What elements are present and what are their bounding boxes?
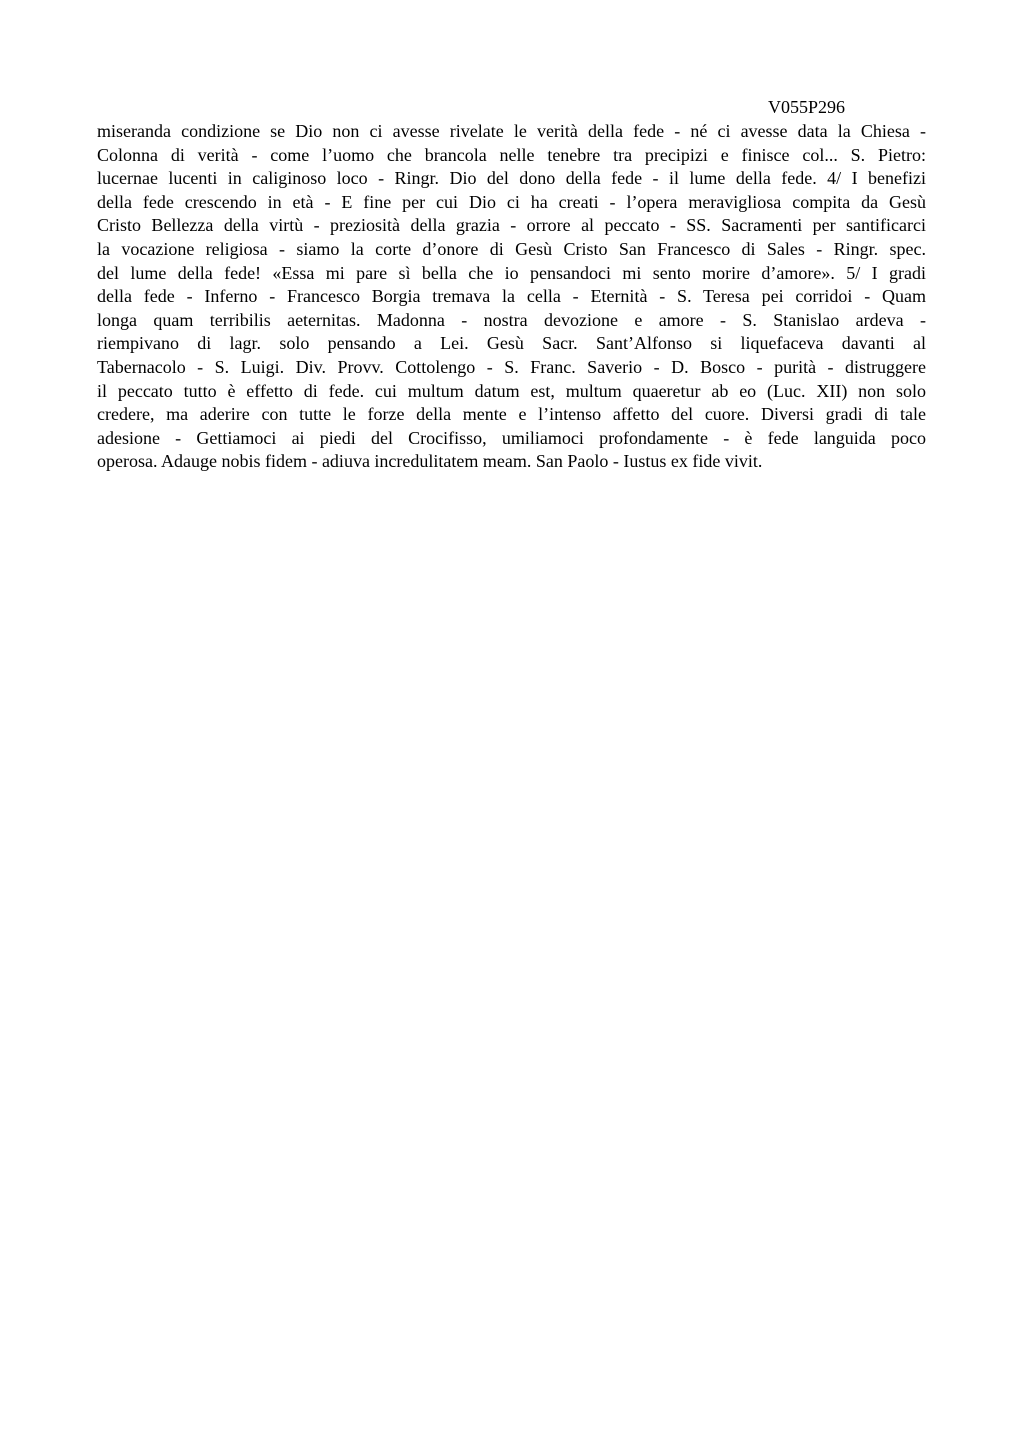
text-line: adesione - Gettiamoci ai piedi del Crocifisso, umiliamoci profondamente - è fede languida poco [97,427,926,448]
text-line: della fede - Inferno - Francesco Borgia tremava la cella - Eternità - S. Teresa pei corridoi - Quam [97,286,926,307]
text-line: la vocazione religiosa - siamo la corte d’onore di Gesù Cristo San Francesco di Sales - Ringr. spec. [97,238,926,259]
text-line: della fede crescendo in età - E fine per cui Dio ci ha creati - l’opera meravigliosa compita da Gesù [97,191,926,212]
text-line: lucernae lucenti in caliginoso loco - Ringr. Dio del dono della fede - il lume della fede. 4/ I benefizi [97,168,926,189]
text-line: Tabernacolo - S. Luigi. Div. Provv. Cottolengo - S. Franc. Saverio - D. Bosco - purità - distruggere [97,356,926,377]
text-line: miseranda condizione se Dio non ci avesse rivelate le verità della fede - né ci avesse data la Chiesa - [97,121,926,141]
body-paragraph [97,120,926,474]
text-line: del lume della fede! «Essa mi pare sì bella che io pensandoci mi sento morire d’amore». 5/ I gradi [97,262,926,283]
text-line: longa quam terribilis aeternitas. Madonna - nostra devozione e amore - S. Stanislao ardeva - [97,309,926,330]
page-identifier: V055P296 [768,97,846,117]
text-line: Colonna di verità - come l’uomo che brancola nelle tenebre tra precipizi e finisce col... S. Pietro: [97,144,926,165]
text-line: riempivano di lagr. solo pensando a Lei. Gesù Sacr. Sant’Alfonso si liquefaceva davanti al [97,333,926,354]
text-line: Cristo Bellezza della virtù - preziosità della grazia - orrore al peccato - SS. Sacramenti per santificarci [97,215,926,236]
text-line: operosa. Adauge nobis fidem - adiuva incredulitatem meam. San Paolo - Iustus ex fide vivit. [97,451,763,472]
text-line: credere, ma aderire con tutte le forze della mente e l’intenso affetto del cuore. Diversi gradi di tale [97,404,926,425]
text-line: il peccato tutto è effetto di fede. cui multum datum est, multum quaeretur ab eo (Luc. XII) non solo [97,380,926,401]
